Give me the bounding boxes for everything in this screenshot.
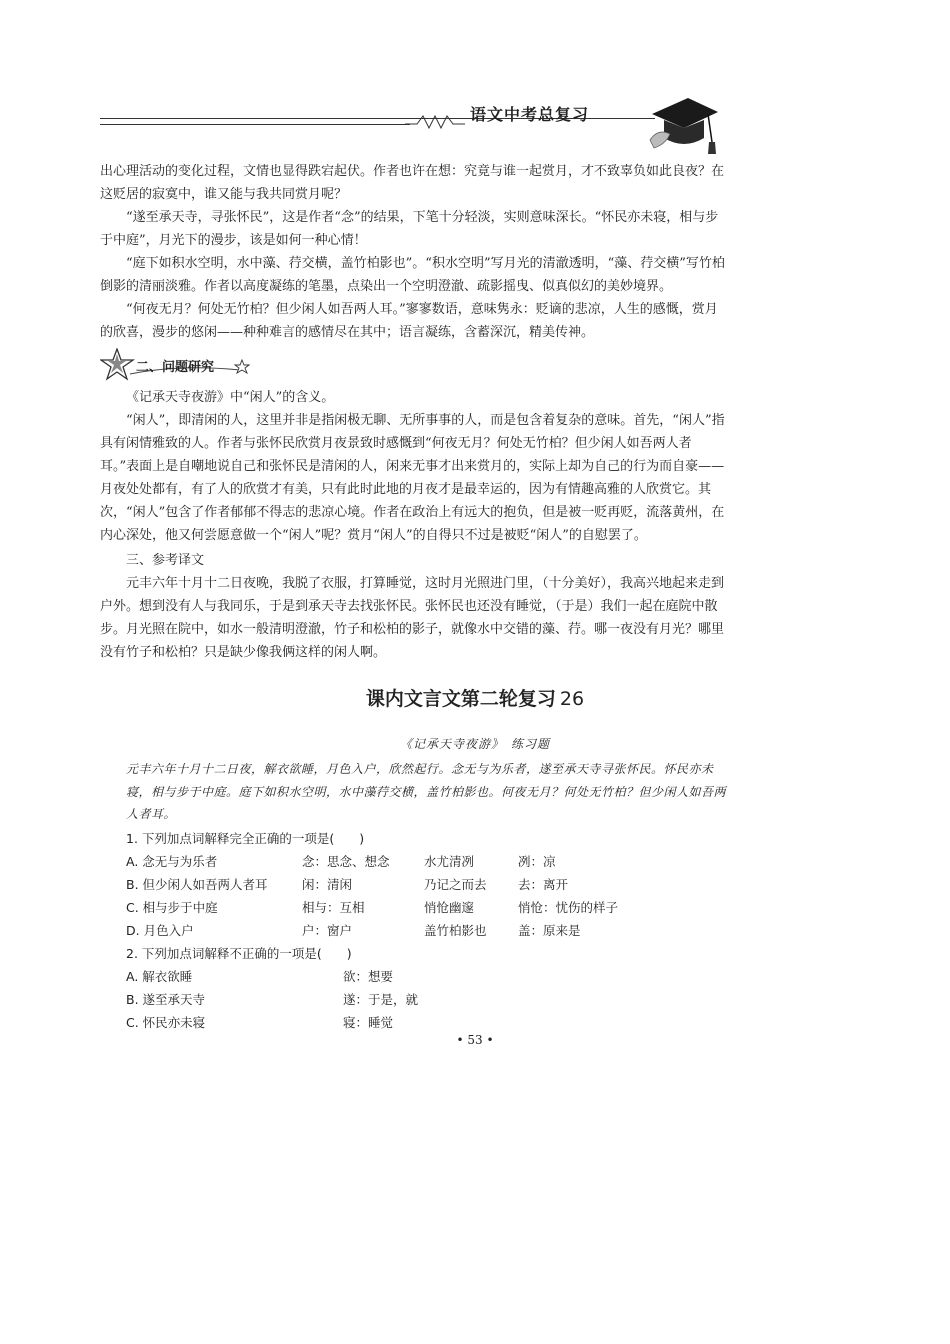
q1-option-d: D. 月色入户: [126, 923, 194, 938]
question-2-stem: 2. 下列加点词解释不正确的一项是( ): [126, 946, 352, 961]
lesson-number: 26: [559, 688, 585, 710]
q1-option-b: B. 但少闲人如吾两人者耳: [126, 877, 268, 892]
q2-option-b-gloss: 遂：于是，就: [343, 992, 419, 1007]
header-title: 语文中考总复习: [470, 105, 590, 124]
q1-option-a-gloss: 念：思念、想念: [302, 854, 390, 869]
question-research: 《记承天寺夜游》中“闲人”的含义。: [126, 390, 335, 405]
q2-option-c: C. 怀民亦未寝: [126, 1015, 206, 1030]
paragraph-4: “何夜无月？何处无竹柏？但少闲人如吾两人耳。”寥寥数语，意味隽永：贬谪的悲凉，人生的感慨，赏月的欣喜，漫步的悠闲——种种难言的感情尽在其中；语言凝练，含蓄深沉，精美传神。: [100, 302, 718, 340]
answer-research: “闲人”，即清闲的人，这里并非是指闲极无聊、无所事事的人，而是包含着复杂的意味。首先，“闲人”指具有闲情雅致的人。作者与张怀民欣赏月夜景致时感慨到“何夜无月？何处无竹柏？但少闲人如吾两人者耳。”表面上是自嘲地说自己和张怀民是清闲的人，闲来无事才出来赏月的，实际上却为自己的行为而自豪——月夜处处都有，有了人的欣赏才有美，只有此时此地的月夜才是最幸运的，因为有情趣高雅的人欣赏它。其次，“闲人”包含了作者郁郁不得志的悲凉心境。作者在政治上有远大的抱负，但是被一贬再贬，流落黄州，在内心深处，他又何尝愿意做一个“闲人”呢？赏月“闲人”的自得只不过是被贬“闲人”的自慰罢了。: [100, 413, 725, 543]
section-3-label: 三、参考译文: [126, 553, 205, 568]
q2-option-a: A. 解衣欲睡: [126, 969, 193, 984]
q1-option-c: C. 相与步于中庭: [126, 900, 218, 915]
q1-option-d-phrase2: 盖竹柏影也: [424, 923, 487, 938]
section-heading-2: [100, 348, 250, 386]
paragraph-3: “庭下如积水空明，水中藻、荇交横，盖竹柏影也”。“积水空明”写月光的清澈透明，“藻、荇交横”写竹柏倒影的清丽淡雅。作者以高度凝练的笔墨，点染出一个空明澄澈、疏影摇曳、似真似幻的美妙境界。: [100, 256, 725, 294]
q2-option-c-gloss: 寝：睡觉: [343, 1015, 394, 1030]
q1-option-a-gloss2: 冽：凉: [518, 854, 556, 869]
exercise-title: 《记承天寺夜游》 练习题: [399, 737, 550, 751]
translation-text: 元丰六年十月十二日夜晚，我脱了衣服，打算睡觉，这时月光照进门里，（十分美好），我高兴地起来走到户外。想到没有人与我同乐，于是到承天寺去找张怀民。张怀民也还没有睡觉，（于是）我们一起在庭院中散步。月光照在院中，如水一般清明澄澈，竹子和松柏的影子，就像水中交错的藻、荇。哪一夜没有月光？哪里没有竹子和松柏？只是缺少像我俩这样的闲人啊。: [100, 576, 725, 660]
q2-option-a-gloss: 欲：想要: [343, 969, 394, 984]
question-1-stem: 1. 下列加点词解释完全正确的一项是( ): [126, 831, 365, 846]
q1-option-c-phrase2: 悄怆幽邃: [424, 900, 475, 915]
q1-option-d-gloss: 户：窗户: [302, 923, 353, 938]
header-zigzag: [405, 114, 465, 130]
q1-option-a-phrase2: 水尤清冽: [424, 854, 475, 869]
q2-option-b: B. 遂至承天寺: [126, 992, 206, 1007]
q1-option-b-phrase2: 乃记之而去: [424, 877, 487, 892]
q1-option-c-gloss: 相与：互相: [302, 900, 365, 915]
lesson-title-text: 课内文言文第二轮复习: [365, 688, 556, 710]
q1-option-b-gloss: 闲：清闲: [302, 877, 353, 892]
exercise-passage: 元丰六年十月十二日夜，解衣欲睡，月色入户，欣然起行。念无与为乐者，遂至承天寺寻张怀民。怀民亦未寝，相与步于中庭。庭下如积水空明，水中藻荇交横，盖竹柏影也。何夜无月？何处无竹柏？但少闲人如吾两人者耳。: [126, 762, 727, 821]
q1-option-c-gloss2: 悄怆：忧伤的样子: [518, 900, 619, 915]
page-number: • 53 •: [456, 1033, 494, 1047]
q1-option-d-gloss2: 盖：原来是: [518, 923, 581, 938]
paragraph-2: “遂至承天寺，寻张怀民”，这是作者“念”的结果，下笔十分轻淡，实则意味深长。“怀民亦未寝，相与步于中庭”，月光下的漫步，该是如何一种心情！: [100, 210, 719, 248]
header-rule-lower: [100, 124, 410, 125]
paragraph-1: 出心理活动的变化过程，文情也显得跌宕起伏。作者也许在想：究竟与谁一起赏月，才不致辜负如此良夜？在这贬居的寂寞中，谁又能与我共同赏月呢？: [100, 164, 725, 202]
section-2-label: 二、问题研究: [136, 360, 215, 375]
lesson-title: [0, 684, 950, 711]
q1-option-b-gloss2: 去：离开: [518, 877, 569, 892]
graduation-cap-icon: [648, 92, 720, 160]
q1-option-a: A. 念无与为乐者: [126, 854, 218, 869]
